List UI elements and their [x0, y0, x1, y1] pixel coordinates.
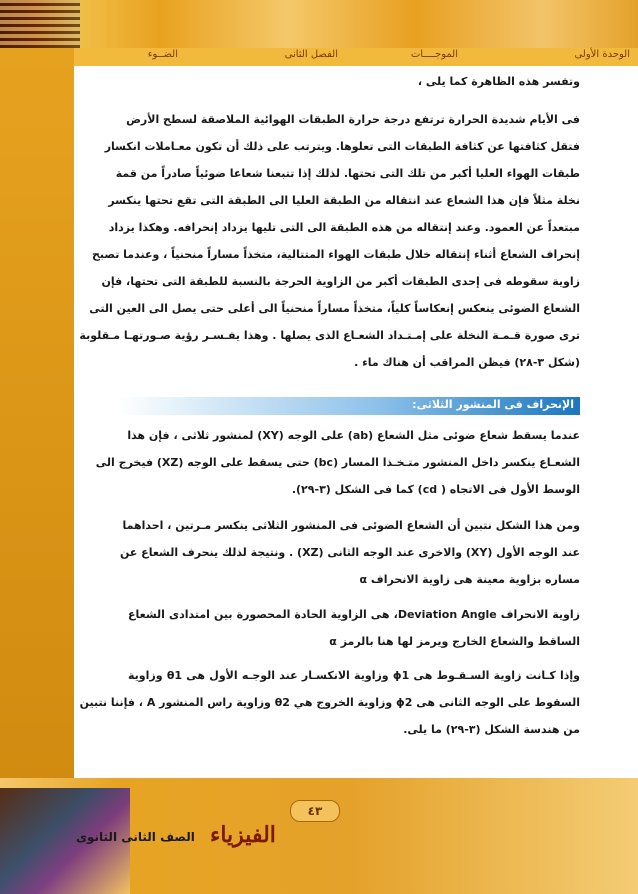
header-topic: الضــوء [147, 49, 178, 60]
text-line: الشعاع الضوئى ينعكس إنعكاساً كلياً، متخذاً مساراً منحنياً الى أعلى حتى يصل الى العين التى [89, 302, 580, 315]
book-title: الفيزياء [210, 822, 276, 848]
page-number: ٤٣ [290, 800, 340, 822]
text-line: عندما يسقط شعاع ضوئى مثل الشعاع (ab) على الوجه (XY) لمنشور ثلاثى ، فإن هذا [127, 429, 580, 442]
text-line: فتقل كثافتها عن كثافة الطبقات التى تعلوها. ويترتب على ذلك أن تكون معـاملات انكسار [104, 140, 580, 153]
header-unit: الوحدة الأولى [574, 49, 630, 60]
text-line: طبقات الهواء العليا أكبر من تلك التى تحتها. لذلك إذا تتبعنا شعاعا ضوئياً صادراً من قمة [115, 167, 580, 180]
grade-label: الصف الثانى الثانوى [76, 830, 195, 844]
text-line: السقوط على الوجه الثانى هى ϕ2 وزاوية الخروج هي θ2 وزاوية راس المنشور A ، فإننا نتبين [79, 696, 580, 709]
text-line: فى الأيام شديدة الحرارة ترتفع درجة حرارة الطبقات الهوائية الملاصقة لسطح الأرض [126, 113, 580, 126]
text-line: مبتعداً عن العمود. وعند إنتقاله من هذه الطبقة الى التى تليها يزداد إنحرافه. وهكذا يزداد [108, 221, 580, 234]
header-section: الموجــــات [410, 49, 458, 60]
text-line: زاوية الانحراف Deviation Angle، هى الزاوية الحادة المحصورة بين امتدادى الشعاع [128, 608, 580, 621]
top-decoration [0, 0, 638, 48]
left-margin-strip [0, 48, 74, 778]
text-line: وتفسر هذه الظاهرة كما يلى ، [417, 75, 580, 88]
text-line: ترى صورة قـمـة النخلة على إمـتـداد الشعـاع الذى يصلها . وهذا يفـسـر رؤية صـورتهـا مـقلوبة [79, 329, 580, 342]
content-area [74, 66, 638, 778]
text-line: وإذا كـانت زاوية السـقـوط هى ϕ1 وزاوية الانكسـار عند الوجـه الأول هى θ1 وزاوية [128, 669, 580, 682]
text-line: مساره بزاوية معينة هى زاوية الانحراف α [359, 573, 580, 586]
section-heading-bar [118, 397, 580, 415]
text-line: (شكل ٣-٢٨) فيظن المراقب أن هناك ماء . [354, 356, 580, 369]
text-line: زاوية سقوطه فى إحدى الطبقات أكبر من الزاوية الحرجة بالنسبة للطبقة التى تحتها، فإن [101, 275, 580, 288]
text-line: إنحراف الشعاع أثناء إنتقاله خلال طبقات الهواء المتتالية، متخذاً مساراً منحنياً ، وعندما تصبح [91, 248, 580, 261]
text-line: عند الوجه الأول (XY) والاخرى عند الوجه الثانى (XZ) . ونتيجة لذلك ينحرف الشعاع عن [119, 546, 580, 559]
text-line: ومن هذا الشكل نتبين أن الشعاع الضوئى فى المنشور الثلاثى ينكسر مـرتين ، احداهما [122, 519, 580, 532]
section-title: الإنحراف فى المنشور الثلاثى: [412, 398, 574, 411]
running-header [74, 48, 638, 67]
text-line: الشعـاع ينكسر داخل المنشور متـخـذا المسار (bc) حتى يسقط على الوجه (XZ) فيخرج الى [95, 456, 580, 469]
text-line: الوسط الأول فى الاتجاه ( cd) كما فى الشكل (٣-٢٩). [291, 483, 580, 496]
text-line: من هندسة الشكل (٣-٢٩) ما يلى. [403, 723, 580, 736]
film-strip-decoration [0, 0, 80, 48]
text-line: نخلة مثلاً فإن هذا الشعاع عند انتقاله من الطبقة العليا الى الطبقة التى تقع تحتها ينكسر [108, 194, 580, 207]
header-chapter: الفصل الثانى [284, 49, 338, 60]
text-line: الساقط والشعاع الخارج ويرمز لها هنا بالرمز α [329, 635, 580, 648]
